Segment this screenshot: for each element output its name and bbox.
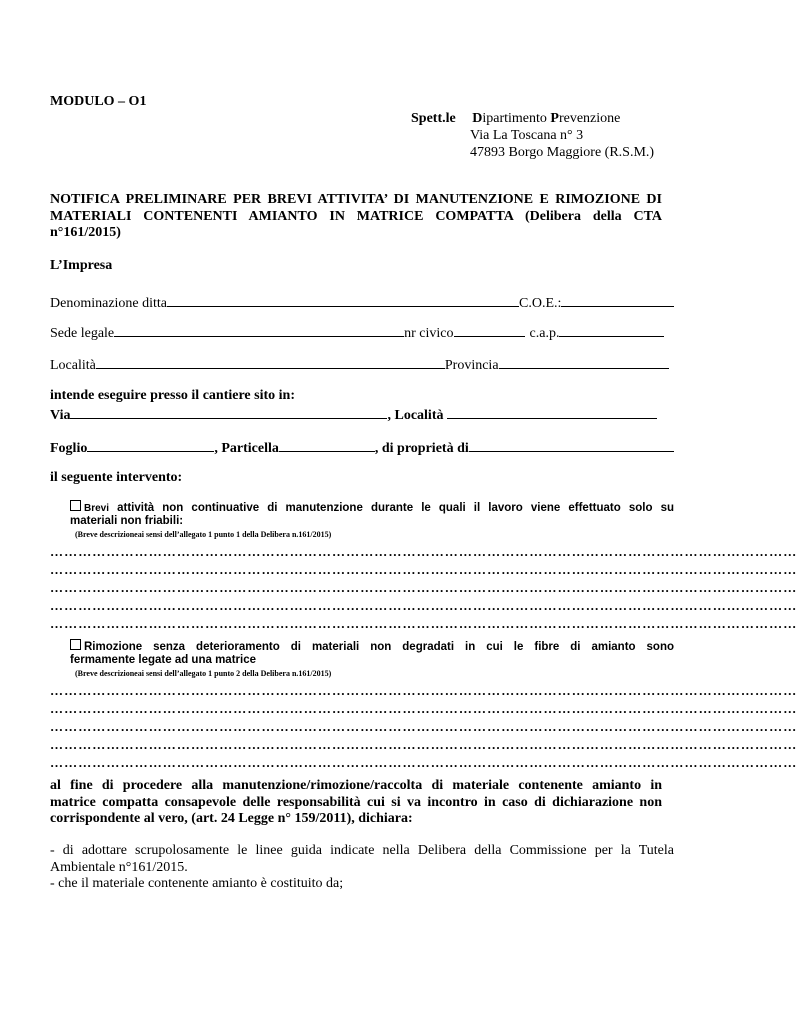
option-2-dotted-line-2[interactable]: …………………………………………………………………………………………………………………………………………… [50, 701, 797, 716]
option-2-dotted-line-5[interactable]: …………………………………………………………………………………………………………………………………………… [50, 755, 797, 770]
provincia-label: Provincia [444, 358, 499, 373]
declaration-item-1-line-2: Ambientale n°161/2015. [50, 860, 188, 875]
dept-initial-p: P [550, 111, 559, 126]
proprieta-field[interactable] [469, 438, 674, 452]
denominazione-field[interactable] [167, 293, 519, 307]
row-denominazione [50, 293, 674, 312]
row-foglio [50, 438, 674, 457]
sede-label: Sede legale [50, 326, 115, 341]
coe-field[interactable] [561, 293, 674, 307]
civico-label: nr civico [404, 326, 454, 341]
title-line-2: MATERIALI CONTENENTI AMIANTO IN MATRICE COMPATTA (Delibera della CTA [50, 209, 662, 224]
company-heading: L’Impresa [50, 258, 113, 273]
row-via [50, 405, 657, 424]
foglio-field[interactable] [87, 438, 214, 452]
option-1-text: attività non continuative di manutenzione durante le quali il lavoro viene effettuato solo su [109, 502, 674, 514]
declaration-line-2: matrice compatta consapevole delle responsabilità cui si va incontro in caso di dichiarazione non [50, 795, 662, 810]
dept-initial-d: D [472, 111, 483, 126]
coe-label: C.O.E.: [519, 296, 562, 311]
addressee-prefix: Spett.le [411, 111, 456, 126]
option-2-note: (Breve descrizioneai sensi dell’allegato 1 punto 2 della Delibera n.161/2015) [75, 669, 332, 678]
proprieta-label: , di proprietà di [374, 441, 469, 456]
row-localita [50, 355, 669, 374]
declaration-item-1-line-1: - di adottare scrupolosamente le linee guida indicate nella Delibera della Commissione per la Tutela [50, 843, 674, 858]
declaration-item-2: - che il materiale contenente amianto è costituito da; [50, 876, 344, 891]
via-field[interactable] [70, 405, 387, 419]
option-2-dotted-line-1[interactable]: …………………………………………………………………………………………………………………………………………… [50, 683, 797, 698]
option-2-line-2: fermamente legate ad una matrice [70, 654, 256, 666]
site-localita-field[interactable] [447, 405, 657, 419]
localita-label: Località [50, 358, 96, 373]
intervention-heading: il seguente intervento: [50, 470, 183, 485]
option-1-dotted-line-3[interactable]: …………………………………………………………………………………………………………………………………………… [50, 580, 797, 595]
cap-label: c.a.p. [529, 326, 560, 341]
option-1-checkbox[interactable] [70, 500, 81, 511]
option-1-line-1 [70, 500, 674, 514]
declaration-line-1: al fine di procedere alla manutenzione/rimozione/raccolta di materiale contenente amianto in [50, 778, 662, 793]
option-1-dotted-line-5[interactable]: …………………………………………………………………………………………………………………………………………… [50, 616, 797, 631]
option-2-text: Rimozione senza deterioramento di materiali non degradati in cui le fibre di amianto sono [84, 641, 674, 653]
option-1-dotted-line-4[interactable]: …………………………………………………………………………………………………………………………………………… [50, 598, 797, 613]
dept-word-1: ipartimento [482, 111, 551, 126]
title-line-3: n°161/2015) [50, 225, 121, 240]
dept-word-2: revenzione [558, 111, 621, 126]
option-1-dotted-line-1[interactable]: …………………………………………………………………………………………………………………………………………… [50, 544, 797, 559]
particella-label: , Particella [214, 441, 279, 456]
option-2-checkbox[interactable] [70, 639, 81, 650]
option-1-line-2: materiali non friabili: [70, 515, 184, 527]
site-localita-label: , Località [387, 408, 444, 423]
option-1-prefix: Brevi [84, 503, 110, 514]
option-1-note: (Breve descrizioneai sensi dell’allegato 1 punto 1 della Delibera n.161/2015) [75, 530, 332, 539]
via-label: Via [50, 408, 71, 423]
addressee-block [411, 111, 620, 127]
address-line-1: Via La Toscana n° 3 [470, 128, 584, 143]
cap-field[interactable] [559, 323, 664, 337]
denominazione-label: Denominazione ditta [50, 296, 168, 311]
sede-field[interactable] [114, 323, 404, 337]
particella-field[interactable] [279, 438, 375, 452]
civico-field[interactable] [454, 323, 525, 337]
row-sede [50, 323, 664, 342]
foglio-label: Foglio [50, 441, 88, 456]
title-line-1: NOTIFICA PRELIMINARE PER BREVI ATTIVITA’ DI MANUTENZIONE E RIMOZIONE DI [50, 192, 662, 207]
option-2-dotted-line-3[interactable]: …………………………………………………………………………………………………………………………………………… [50, 719, 797, 734]
declaration-line-3: corrispondente al vero, (art. 24 Legge n° 159/2011), dichiara: [50, 811, 413, 826]
option-2-dotted-line-4[interactable]: …………………………………………………………………………………………………………………………………………… [50, 737, 797, 752]
localita-field[interactable] [96, 355, 445, 369]
provincia-field[interactable] [499, 355, 669, 369]
option-1-dotted-line-2[interactable]: …………………………………………………………………………………………………………………………………………… [50, 562, 797, 577]
form-code: MODULO – O1 [50, 94, 147, 109]
site-intro: intende eseguire presso il cantiere sito in: [50, 388, 295, 403]
option-2-line-1 [70, 639, 674, 653]
address-line-2: 47893 Borgo Maggiore (R.S.M.) [470, 145, 655, 160]
